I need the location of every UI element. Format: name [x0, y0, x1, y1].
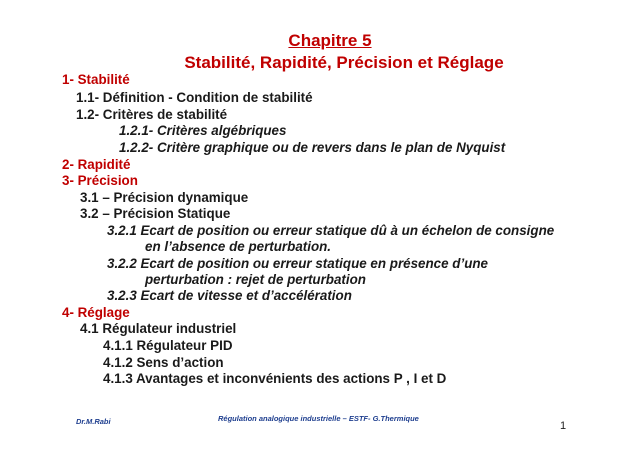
outline-item: 3.2.3 Ecart de vitesse et d’accélération — [107, 288, 352, 303]
outline-section-4: 4- Réglage — [62, 305, 130, 320]
outline-item: 4.1 Régulateur industriel — [80, 321, 237, 336]
outline-item: 4.1.3 Avantages et inconvénients des actions P , I et D — [103, 371, 447, 386]
outline-item: 3.1 – Précision dynamique — [80, 190, 249, 205]
outline-section-2: 2- Rapidité — [62, 157, 131, 172]
outline-item: 3.2 – Précision Statique — [80, 206, 231, 221]
page-number: 1 — [560, 420, 567, 432]
outline-item: perturbation : rejet de perturbation — [145, 272, 366, 287]
outline-item: 3.2.1 Ecart de position ou erreur statique dû à un échelon de consigne — [107, 223, 555, 238]
outline-item: 1.2- Critères de stabilité — [76, 107, 228, 122]
footer-author: Dr.M.Rabi — [76, 417, 111, 426]
outline-item: 1.2.2- Critère graphique ou de revers dans le plan de Nyquist — [119, 140, 506, 155]
outline-item: en l’absence de perturbation. — [145, 239, 332, 254]
outline-item: 1.1- Définition - Condition de stabilité — [76, 90, 313, 105]
outline-section-1: 1- Stabilité — [62, 72, 130, 87]
outline-item: 4.1.2 Sens d’action — [103, 355, 224, 370]
chapter-subtitle: Stabilité, Rapidité, Précision et Réglage — [184, 53, 504, 72]
outline-item: 3.2.2 Ecart de position ou erreur statique en présence d’une — [107, 256, 488, 271]
footer-course: Régulation analogique industrielle – ESTF- G.Thermique — [218, 414, 419, 423]
outline-item: 1.2.1- Critères algébriques — [119, 123, 287, 138]
outline-section-3: 3- Précision — [62, 173, 138, 188]
chapter-title: Chapitre 5 — [288, 31, 372, 50]
outline-item: 4.1.1 Régulateur PID — [103, 338, 233, 353]
